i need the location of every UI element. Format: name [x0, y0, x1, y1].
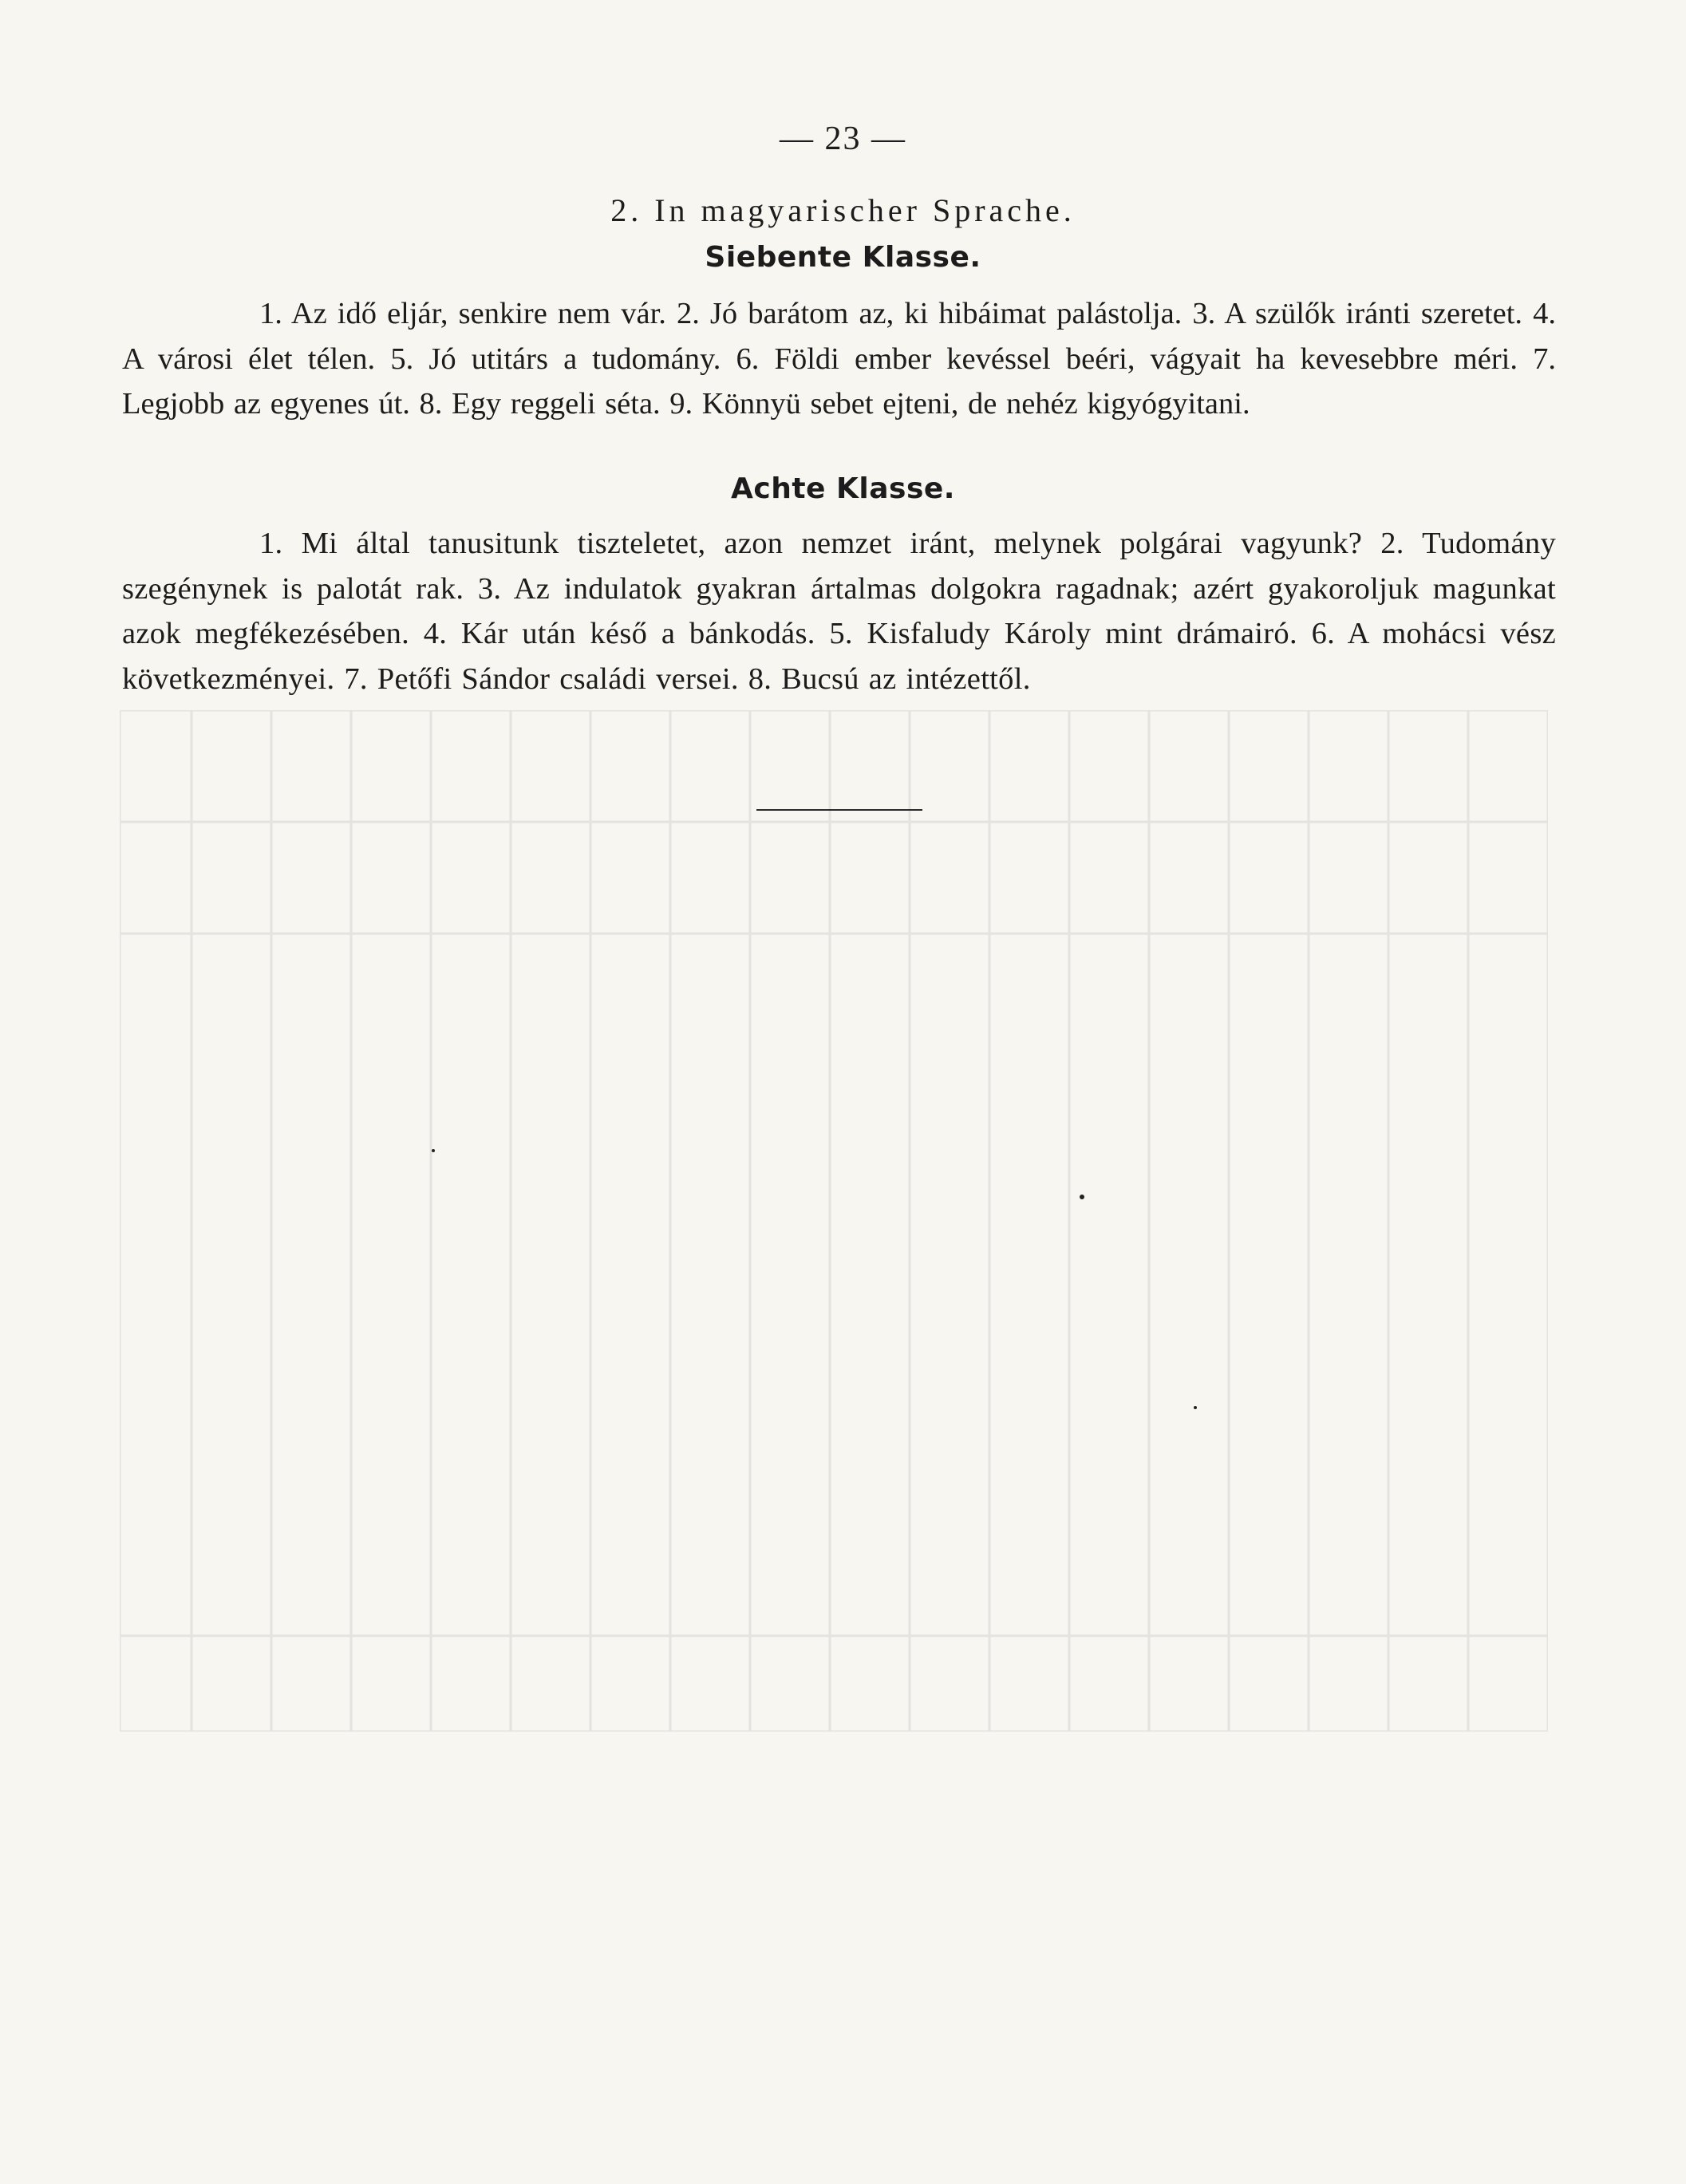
class-heading-eighth: Achte Klasse.: [731, 472, 955, 505]
class-heading-seventh: Siebente Klasse.: [705, 241, 981, 274]
section-divider: [756, 809, 922, 811]
ink-speck: [1194, 1406, 1197, 1409]
bleed-through-table-illustration: [120, 710, 1548, 1732]
page-number: — 23 —: [780, 120, 906, 157]
topics-paragraph-seventh: [122, 291, 1556, 427]
section-heading: 2. In magyarischer Sprache.: [610, 192, 1076, 228]
ink-speck: [432, 1149, 435, 1152]
topics-paragraph-eighth: [122, 521, 1556, 701]
ink-speck: [1080, 1195, 1084, 1199]
topics-text-seventh: 1. Az idő eljár, senkire nem vár. 2. Jó barátom az, ki hibáimat palástolja. 3. A szülők iránti szeretet. 4. A városi élet télen. 5. Jó utitárs a tudomány. 6. Földi ember kevéssel beéri, vágyait ha kevesebbre méri. 7. Legjobb az egyenes út. 8. Egy reggeli séta. 9. Könnyü sebet ejteni, de nehéz kigyógyitani.: [122, 297, 1556, 421]
topics-text-eighth: 1. Mi által tanusitunk tiszteletet, azon nemzet iránt, melynek polgárai vagyunk? 2. Tudomány szegénynek is palotát rak. 3. Az indulatok gyakran ártalmas dolgokra ragadnak; azért gyakoroljuk magunkat azok megfékezésében. 4. Kár után késő a bánkodás. 5. Kisfaludy Károly mint drámairó. 6. A mohácsi vész következményei. 7. Petőfi Sándor családi versei. 8. Bucsú az intézettől.: [122, 527, 1556, 696]
